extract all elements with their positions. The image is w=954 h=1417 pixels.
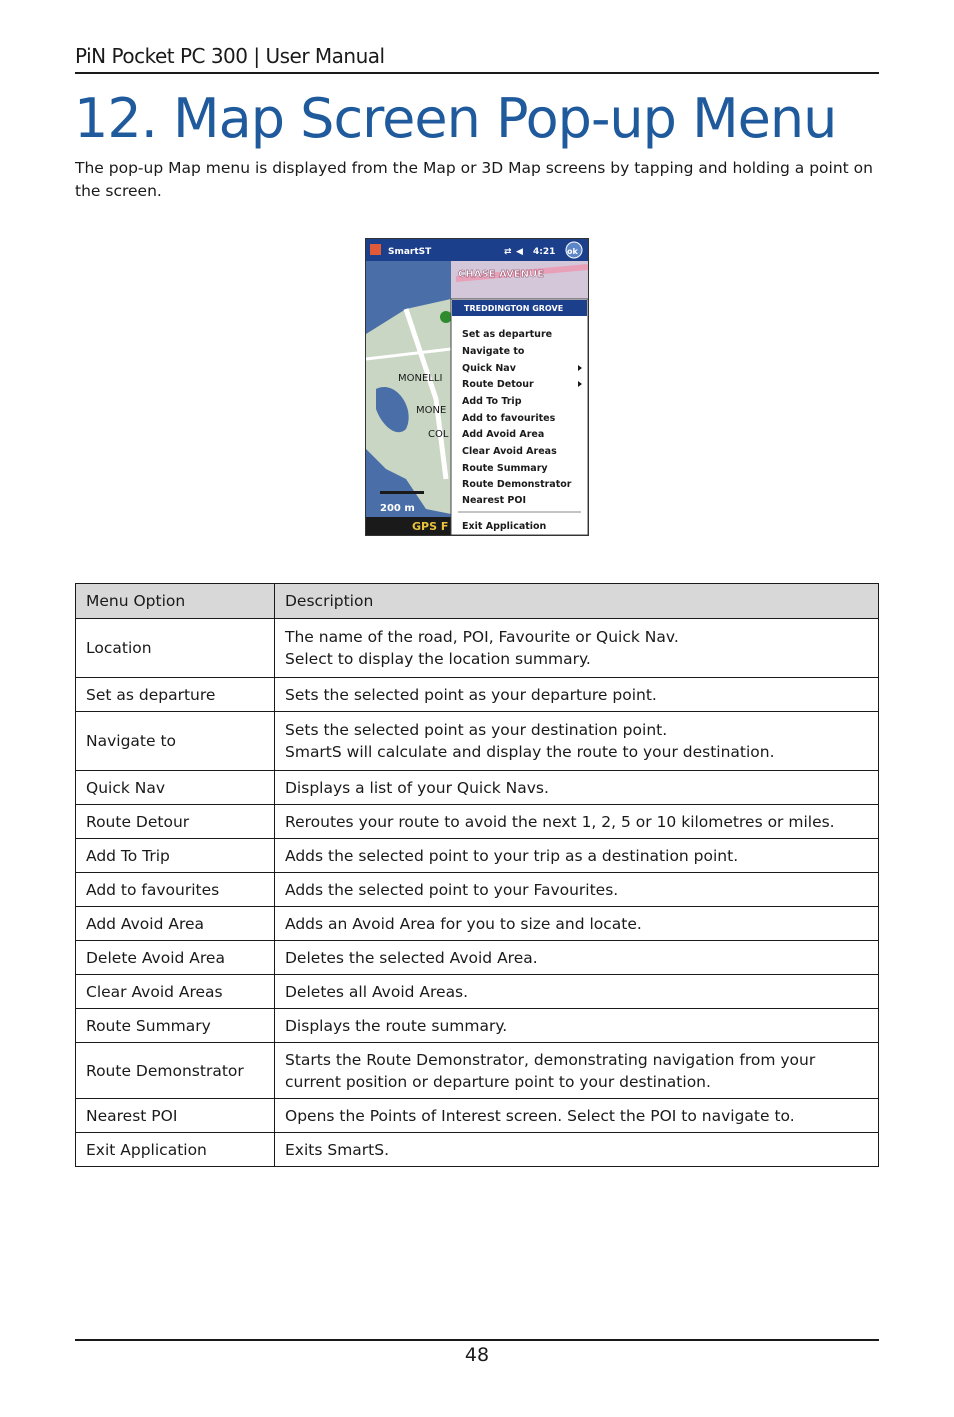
clock: 4:21	[533, 247, 556, 257]
scale-label: 200 m	[380, 503, 415, 514]
table-row	[76, 1133, 879, 1167]
menu-item[interactable]: Quick Nav	[462, 363, 516, 374]
option-cell: Add to favourites	[76, 873, 275, 907]
table-row	[76, 1009, 879, 1043]
table-row	[76, 771, 879, 805]
description-cell: Adds the selected point to your trip as a destination point.	[275, 839, 879, 873]
ok-label: ok	[567, 247, 578, 256]
description-cell	[275, 712, 879, 771]
menu-item[interactable]: Route Summary	[462, 463, 548, 474]
start-icon[interactable]	[370, 244, 381, 255]
description-line: The name of the road, POI, Favourite or Quick Nav.	[285, 628, 679, 646]
description-cell: Opens the Points of Interest screen. Select the POI to navigate to.	[275, 1099, 879, 1133]
description-line: Sets the selected point as your destination point.	[285, 721, 668, 739]
menu-item[interactable]: Route Demonstrator	[462, 479, 572, 490]
menu-options-table	[75, 583, 879, 1167]
screenshot-svg	[366, 239, 588, 535]
description-cell: Displays a list of your Quick Navs.	[275, 771, 879, 805]
table-row	[76, 839, 879, 873]
option-cell: Add Avoid Area	[76, 907, 275, 941]
street-label: MONE	[416, 405, 447, 416]
option-cell: Set as departure	[76, 678, 275, 712]
table-row	[76, 712, 879, 771]
map-marker-icon	[440, 311, 452, 323]
street-label: CHASE AVENUE	[458, 269, 544, 280]
table-header-row	[76, 584, 879, 619]
gps-label: GPS F	[412, 520, 449, 533]
footer-rule	[75, 1339, 879, 1341]
description-cell: Deletes the selected Avoid Area.	[275, 941, 879, 975]
page-number: 48	[464, 1344, 490, 1366]
description-cell: Sets the selected point as your departure point.	[275, 678, 879, 712]
intro-paragraph: The pop-up Map menu is displayed from the Map or 3D Map screens by tapping and holding a point on the screen.	[75, 159, 873, 200]
popup-menu-header-label: TREDDINGTON GROVE	[464, 304, 564, 313]
menu-item[interactable]: Add to favourites	[462, 413, 556, 424]
menu-item[interactable]: Navigate to	[462, 346, 525, 357]
description-cell: Exits SmartS.	[275, 1133, 879, 1167]
option-cell: Route Summary	[76, 1009, 275, 1043]
option-cell: Route Detour	[76, 805, 275, 839]
table-row	[76, 1099, 879, 1133]
option-cell: Route Demonstrator	[76, 1043, 275, 1099]
option-cell: Delete Avoid Area	[76, 941, 275, 975]
volume-icon: ◀	[516, 247, 523, 257]
option-cell: Navigate to	[76, 712, 275, 771]
option-cell: Add To Trip	[76, 839, 275, 873]
street-label: COL	[428, 429, 449, 440]
scale-bar	[380, 491, 424, 494]
description-cell: Displays the route summary.	[275, 1009, 879, 1043]
option-cell: Clear Avoid Areas	[76, 975, 275, 1009]
table-row	[76, 975, 879, 1009]
option-cell: Quick Nav	[76, 771, 275, 805]
app-title: SmartST	[388, 247, 432, 257]
option-cell: Location	[76, 619, 275, 678]
description-cell: Adds the selected point to your Favourites.	[275, 873, 879, 907]
street-label: MONELLI	[398, 373, 443, 384]
table-row	[76, 907, 879, 941]
column-header-option: Menu Option	[76, 584, 275, 619]
connectivity-icon: ⇄	[504, 247, 512, 257]
menu-item[interactable]: Clear Avoid Areas	[462, 446, 557, 457]
column-header-description: Description	[275, 584, 879, 619]
description-cell: Deletes all Avoid Areas.	[275, 975, 879, 1009]
menu-item[interactable]: Route Detour	[462, 379, 534, 390]
menu-item[interactable]: Add To Trip	[462, 396, 522, 407]
option-cell: Exit Application	[76, 1133, 275, 1167]
description-cell: Starts the Route Demonstrator, demonstrating navigation from your current position or departure point to your destination.	[275, 1043, 879, 1099]
menu-item[interactable]: Add Avoid Area	[462, 429, 545, 440]
table-row	[76, 805, 879, 839]
description-line: SmartS will calculate and display the route to your destination.	[285, 743, 775, 761]
menu-item[interactable]: Set as departure	[462, 329, 553, 340]
menu-item[interactable]: Nearest POI	[462, 495, 527, 506]
option-cell: Nearest POI	[76, 1099, 275, 1133]
table-row	[76, 873, 879, 907]
description-cell: Reroutes your route to avoid the next 1, 2, 5 or 10 kilometres or miles.	[275, 805, 879, 839]
running-header: PiN Pocket PC 300 | User Manual	[75, 42, 879, 74]
description-cell	[275, 619, 879, 678]
table-row	[76, 619, 879, 678]
page-title: 12. Map Screen Pop-up Menu	[74, 87, 837, 150]
menu-item[interactable]: Exit Application	[462, 521, 547, 532]
description-line: Select to display the location summary.	[285, 650, 591, 668]
table-row	[76, 1043, 879, 1099]
table-row	[76, 941, 879, 975]
map-popup-screenshot	[365, 238, 589, 536]
table-row	[76, 678, 879, 712]
description-cell: Adds an Avoid Area for you to size and locate.	[275, 907, 879, 941]
